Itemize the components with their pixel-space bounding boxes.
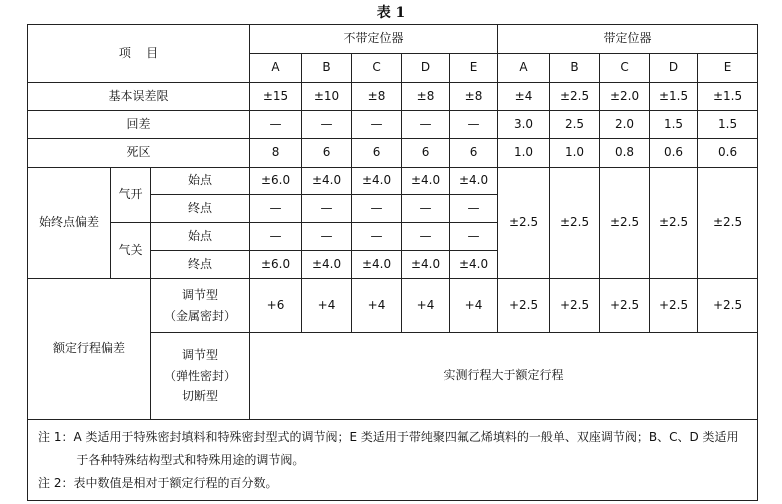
value-cell: 1.0	[550, 139, 600, 168]
value-cell: 2.0	[600, 111, 650, 139]
value-cell: +2.5	[600, 279, 650, 333]
value-cell: —	[302, 111, 352, 139]
value-cell: ±4.0	[450, 168, 498, 195]
value-cell: ±2.5	[550, 83, 600, 111]
value-cell: 6	[302, 139, 352, 168]
value-cell: —	[302, 195, 352, 223]
row-basic-error	[28, 83, 758, 111]
value-cell: +4	[450, 279, 498, 333]
row-hysteresis	[28, 111, 758, 139]
metal-seal-type	[151, 279, 250, 333]
elastic-seal-line1: 调节型	[182, 348, 219, 363]
row-label: 死区	[28, 139, 250, 168]
row-endpoint-open-start	[28, 168, 758, 195]
value-cell: 6	[352, 139, 402, 168]
class-header: C	[352, 54, 402, 83]
value-cell: ±4	[498, 83, 550, 111]
metal-seal-line2: （金属密封）	[164, 308, 237, 323]
value-cell: 6	[450, 139, 498, 168]
value-cell: +4	[402, 279, 450, 333]
header-item: 项 目	[28, 25, 250, 83]
value-cell: +2.5	[550, 279, 600, 333]
class-header: B	[550, 54, 600, 83]
value-cell: ±2.5	[498, 168, 550, 279]
class-header: B	[302, 54, 352, 83]
value-cell: ±2.5	[650, 168, 698, 279]
value-cell: —	[402, 111, 450, 139]
cutoff-type-line: 切断型	[182, 389, 219, 404]
elastic-value: 实测行程大于额定行程	[250, 333, 758, 420]
value-cell: ±4.0	[450, 251, 498, 279]
header-group-with: 带定位器	[498, 25, 758, 54]
value-cell: ±4.0	[302, 168, 352, 195]
value-cell: —	[450, 223, 498, 251]
value-cell: —	[250, 195, 302, 223]
value-cell: ±1.5	[650, 83, 698, 111]
value-cell: +4	[352, 279, 402, 333]
value-cell: —	[402, 195, 450, 223]
value-cell: —	[352, 195, 402, 223]
row-dead-band	[28, 139, 758, 168]
class-header: E	[450, 54, 498, 83]
air-open-label: 气开	[111, 168, 151, 223]
end-label: 终点	[151, 195, 250, 223]
value-cell: —	[302, 223, 352, 251]
value-cell: —	[250, 111, 302, 139]
value-cell: 1.0	[498, 139, 550, 168]
metal-seal-line1: 调节型	[182, 288, 219, 303]
elastic-seal-type	[151, 333, 250, 420]
value-cell: +2.5	[698, 279, 758, 333]
value-cell: ±1.5	[698, 83, 758, 111]
value-cell: ±2.0	[600, 83, 650, 111]
value-cell: ±2.5	[698, 168, 758, 279]
value-cell: 2.5	[550, 111, 600, 139]
notes-cell	[28, 420, 758, 501]
value-cell: ±4.0	[302, 251, 352, 279]
value-cell: ±6.0	[250, 168, 302, 195]
endpoint-label: 始终点偏差	[28, 168, 111, 279]
row-label: 回差	[28, 111, 250, 139]
value-cell: ±15	[250, 83, 302, 111]
value-cell: 1.5	[650, 111, 698, 139]
header-group-without: 不带定位器	[250, 25, 498, 54]
value-cell: —	[352, 111, 402, 139]
value-cell: ±8	[450, 83, 498, 111]
value-cell: ±8	[402, 83, 450, 111]
value-cell: ±8	[352, 83, 402, 111]
note-1: 注 1：A 类适用于特殊密封填料和特殊密封型式的调节阀；E 类适用于带纯聚四氟乙烯填料的一般单、双座调节阀；B、C、D 类适用于各种特殊结构型式和特殊用途的调节阀。	[38, 430, 739, 467]
value-cell: ±6.0	[250, 251, 302, 279]
value-cell: 1.5	[698, 111, 758, 139]
value-cell: ±10	[302, 83, 352, 111]
value-cell: —	[352, 223, 402, 251]
value-cell: 8	[250, 139, 302, 168]
class-header: D	[650, 54, 698, 83]
row-notes	[28, 420, 758, 501]
value-cell: ±4.0	[352, 168, 402, 195]
rated-travel-label: 额定行程偏差	[28, 279, 151, 420]
class-header: D	[402, 54, 450, 83]
value-cell: —	[402, 223, 450, 251]
spec-table	[27, 24, 758, 501]
value-cell: +6	[250, 279, 302, 333]
air-close-label: 气关	[111, 223, 151, 279]
value-cell: 3.0	[498, 111, 550, 139]
class-header: A	[250, 54, 302, 83]
table-caption: 表 1	[376, 5, 406, 21]
value-cell: +4	[302, 279, 352, 333]
value-cell: 6	[402, 139, 450, 168]
value-cell: 0.8	[600, 139, 650, 168]
value-cell: +2.5	[650, 279, 698, 333]
value-cell: ±4.0	[352, 251, 402, 279]
class-header: A	[498, 54, 550, 83]
start-label: 始点	[151, 223, 250, 251]
start-label: 始点	[151, 168, 250, 195]
row-label: 基本误差限	[28, 83, 250, 111]
value-cell: ±4.0	[402, 251, 450, 279]
row-rated-travel-metal	[28, 279, 758, 333]
value-cell: —	[450, 195, 498, 223]
note-2: 注 2：表中数值是相对于额定行程的百分数。	[38, 475, 278, 490]
value-cell: ±2.5	[550, 168, 600, 279]
elastic-seal-line2: （弹性密封）	[164, 368, 237, 383]
value-cell: 0.6	[650, 139, 698, 168]
class-header: C	[600, 54, 650, 83]
value-cell: —	[450, 111, 498, 139]
value-cell: ±4.0	[402, 168, 450, 195]
end-label: 终点	[151, 251, 250, 279]
class-header: E	[698, 54, 758, 83]
value-cell: 0.6	[698, 139, 758, 168]
value-cell: —	[250, 223, 302, 251]
value-cell: ±2.5	[600, 168, 650, 279]
value-cell: +2.5	[498, 279, 550, 333]
